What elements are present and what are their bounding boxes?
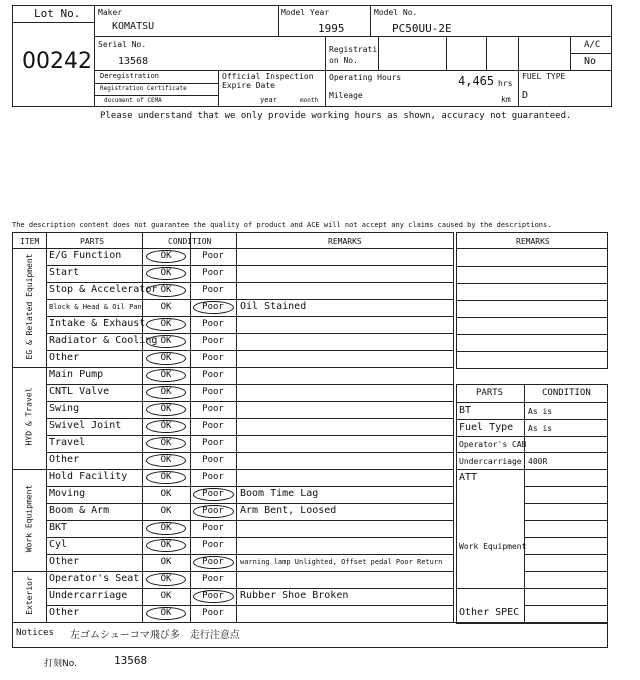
table-row-rule xyxy=(46,316,454,317)
condition-selected-ok xyxy=(146,250,186,263)
table-row-part: Start xyxy=(49,267,80,278)
table-row-part: Stop & Accelerator xyxy=(49,284,158,295)
table-row-rule xyxy=(12,367,454,368)
table-row-part: Undercarriage xyxy=(49,590,128,601)
model-no-label: Model No. xyxy=(374,8,418,17)
condition-selected-ok xyxy=(146,437,186,450)
condition-selected-ok xyxy=(146,284,186,297)
condition-poor-option: Poor xyxy=(202,591,224,601)
ac-value: No xyxy=(584,56,597,67)
cema-document-label: document of CEMA xyxy=(104,97,162,104)
condition-selected-ok xyxy=(146,573,186,586)
spec-cond-fuel-type: As is xyxy=(528,424,553,433)
condition-ok-option: OK xyxy=(160,285,172,295)
condition-ok-option: OK xyxy=(160,472,172,482)
condition-poor-option: Poor xyxy=(202,557,224,567)
condition-poor-option: Poor xyxy=(202,319,224,329)
group-label: EG & Related Equipment xyxy=(24,253,34,359)
condition-poor-option: Poor xyxy=(202,608,224,618)
table-row-rule xyxy=(46,401,454,402)
month-label: month xyxy=(300,97,319,104)
condition-poor-option: Poor xyxy=(202,438,224,448)
table-row-remark: Arm Bent, Loosed xyxy=(240,505,337,516)
header-parts: PARTS xyxy=(80,237,105,246)
condition-selected-poor xyxy=(193,590,234,603)
table-row-rule xyxy=(46,554,454,555)
table-row-remark: Oil Stained xyxy=(240,301,307,312)
table-row-rule xyxy=(46,384,454,385)
table-row-part: BKT xyxy=(49,522,68,533)
table-row-rule xyxy=(46,435,454,436)
condition-selected-ok xyxy=(146,386,186,399)
table-row-rule xyxy=(46,452,454,453)
inspection-label: Official Inspection Expire Date xyxy=(222,72,314,90)
condition-poor-option: Poor xyxy=(202,421,224,431)
notices-label: Notices xyxy=(16,628,54,638)
condition-ok-option: OK xyxy=(160,489,172,499)
model-year-label: Model Year xyxy=(281,8,330,17)
condition-poor-option: Poor xyxy=(202,506,224,516)
table-row-rule xyxy=(46,537,454,538)
group-label: Work Equipment xyxy=(24,484,34,553)
condition-ok-option: OK xyxy=(160,336,172,346)
hrs-label: hrs xyxy=(498,79,513,88)
condition-poor-option: Poor xyxy=(202,523,224,533)
maker-value: KOMATSU xyxy=(112,21,155,32)
table-row-part: Travel xyxy=(49,437,86,448)
table-row-part: Cyl xyxy=(49,539,68,550)
table-header-rule xyxy=(12,248,454,249)
condition-ok-option: OK xyxy=(160,268,172,278)
table-row-remark: Boom Time Lag xyxy=(240,488,319,499)
table-row-part: Radiator & Cooling xyxy=(49,335,158,346)
fuel-type-label: FUEL TYPE xyxy=(522,72,566,81)
condition-ok-option: OK xyxy=(160,557,172,567)
condition-ok-option: OK xyxy=(160,387,172,397)
year-label: year xyxy=(260,96,277,104)
table-row-rule xyxy=(46,299,454,300)
disclaimer-text: The description content does not guarantee the quality of product and ACE will not accept any claims caused by the descriptions. xyxy=(12,221,552,229)
condition-ok-option: OK xyxy=(160,353,172,363)
table-row-rule xyxy=(46,605,454,606)
condition-ok-option: OK xyxy=(160,438,172,448)
spec-att-label: ATT xyxy=(459,472,478,483)
table-row-rule xyxy=(46,265,454,266)
condition-selected-ok xyxy=(146,352,186,365)
operating-hours-label: Operating Hours xyxy=(329,73,402,82)
table-row-part: Other xyxy=(49,556,80,567)
condition-selected-poor xyxy=(193,505,234,518)
condition-poor-option: Poor xyxy=(202,302,224,312)
condition-poor-option: Poor xyxy=(202,387,224,397)
table-row-part: Block & Head & Oil Pan xyxy=(49,303,142,311)
table-row-part: Boom & Arm xyxy=(49,505,110,516)
condition-poor-option: Poor xyxy=(202,268,224,278)
condition-ok-option: OK xyxy=(160,540,172,550)
condition-ok-option: OK xyxy=(160,574,172,584)
spec-part-undercarriage: Undercarriage xyxy=(459,457,522,466)
table-row-part: Swing xyxy=(49,403,80,414)
table-row-part: Other xyxy=(49,454,80,465)
condition-ok-option: OK xyxy=(160,251,172,261)
condition-selected-ok xyxy=(146,267,186,280)
condition-poor-option: Poor xyxy=(202,472,224,482)
registration-label: Registrati on No. xyxy=(329,45,378,65)
condition-poor-option: Poor xyxy=(202,455,224,465)
table-row-rule xyxy=(46,282,454,283)
lot-label: Lot No. xyxy=(34,7,81,20)
condition-ok-option: OK xyxy=(160,404,172,414)
table-row-remark: warning lamp Unlighted, Offset pedal Poor Return xyxy=(240,558,443,566)
condition-selected-ok xyxy=(146,369,186,382)
hours-notice: Please understand that we only provide working hours as shown, accuracy not guaranteed. xyxy=(100,111,572,121)
table-row-remark: Rubber Shoe Broken xyxy=(240,590,349,601)
condition-poor-option: Poor xyxy=(202,353,224,363)
condition-selected-ok xyxy=(146,403,186,416)
operating-hours-value: 4,465 xyxy=(458,74,495,88)
model-no-value: PC50UU-2E xyxy=(392,22,452,35)
table-row-rule xyxy=(12,469,454,470)
table-row-part: Operator's Seat xyxy=(49,573,140,584)
table-row-rule xyxy=(46,333,454,334)
condition-poor-option: Poor xyxy=(202,251,224,261)
right-remarks-header: REMARKS xyxy=(516,237,550,246)
spec-part-fuel-type: Fuel Type xyxy=(459,422,514,433)
condition-poor-option: Poor xyxy=(202,540,224,550)
spec-cond-undercarriage: 400R xyxy=(528,457,548,466)
table-row-rule xyxy=(12,571,454,572)
maker-label: Maker xyxy=(98,8,123,17)
mileage-label: Mileage xyxy=(329,91,363,100)
table-row-rule xyxy=(46,503,454,504)
km-label: km xyxy=(501,95,511,104)
spec-parts-header: PARTS xyxy=(476,388,504,398)
condition-poor-option: Poor xyxy=(202,404,224,414)
spec-work-equipment-label: Work Equipment xyxy=(459,542,527,551)
notices-text: 左ゴムシューコマ飛び多 走行注意点 xyxy=(70,630,240,641)
condition-selected-poor xyxy=(193,301,234,314)
stamp-value: 13568 xyxy=(114,654,148,667)
spec-part-operator-cab: Operator's CAB xyxy=(459,440,527,449)
table-row-part: Intake & Exhaust xyxy=(49,318,146,329)
fuel-type-value: D xyxy=(522,90,529,101)
spec-condition-header: CONDITION xyxy=(542,388,591,398)
condition-ok-option: OK xyxy=(160,302,172,312)
group-label: Exterior xyxy=(24,575,34,615)
stamp-label: 打刻No. xyxy=(44,659,77,669)
condition-ok-option: OK xyxy=(160,421,172,431)
condition-poor-option: Poor xyxy=(202,285,224,295)
condition-ok-option: OK xyxy=(160,506,172,516)
serial-value: 13568 xyxy=(118,56,149,67)
table-row-part: E/G Function xyxy=(49,250,122,261)
condition-ok-option: OK xyxy=(160,319,172,329)
condition-selected-ok xyxy=(146,454,186,467)
condition-poor-option: Poor xyxy=(202,489,224,499)
serial-label: Serial No. xyxy=(98,40,147,49)
condition-poor-option: Poor xyxy=(202,370,224,380)
condition-selected-poor xyxy=(193,488,234,501)
table-row-rule xyxy=(46,350,454,351)
table-row-part: Moving xyxy=(49,488,86,499)
table-row-rule xyxy=(46,520,454,521)
deregistration-label: Deregistration xyxy=(100,72,160,80)
condition-selected-ok xyxy=(146,471,186,484)
table-row-part: Other xyxy=(49,607,80,618)
condition-ok-option: OK xyxy=(160,608,172,618)
spec-cond-bt: As is xyxy=(528,407,553,416)
condition-ok-option: OK xyxy=(160,523,172,533)
table-row-rule xyxy=(46,588,454,589)
spec-part-bt: BT xyxy=(459,405,472,416)
condition-ok-option: OK xyxy=(160,591,172,601)
condition-selected-ok xyxy=(146,420,186,433)
table-row-part: Hold Facility xyxy=(49,471,128,482)
spec-other-spec-label: Other SPEC xyxy=(459,607,520,618)
condition-ok-option: OK xyxy=(160,370,172,380)
header-item: ITEM xyxy=(20,237,40,246)
table-row-part: Swivel Joint xyxy=(49,420,122,431)
registration-certificate-label: Registration Certificate xyxy=(100,85,187,92)
condition-poor-option: Poor xyxy=(202,336,224,346)
condition-selected-ok xyxy=(146,607,186,620)
condition-selected-ok xyxy=(146,522,186,535)
header-remarks: REMARKS xyxy=(328,237,362,246)
table-row-part: Other xyxy=(49,352,80,363)
table-row-rule xyxy=(46,486,454,487)
condition-selected-poor xyxy=(193,556,234,569)
table-row-part: CNTL Valve xyxy=(49,386,110,397)
lot-number: 00242 xyxy=(22,49,92,74)
condition-ok-option: OK xyxy=(160,455,172,465)
header-condition: CONDITION xyxy=(168,237,212,246)
ac-label: A/C xyxy=(584,40,601,50)
condition-selected-ok xyxy=(146,335,186,348)
group-label: HYD & Travel xyxy=(24,387,34,446)
table-row-part: Main Pump xyxy=(49,369,104,380)
table-row-rule xyxy=(46,418,454,419)
condition-poor-option: Poor xyxy=(202,574,224,584)
condition-selected-ok xyxy=(146,318,186,331)
model-year-value: 1995 xyxy=(318,22,345,35)
condition-selected-ok xyxy=(146,539,186,552)
